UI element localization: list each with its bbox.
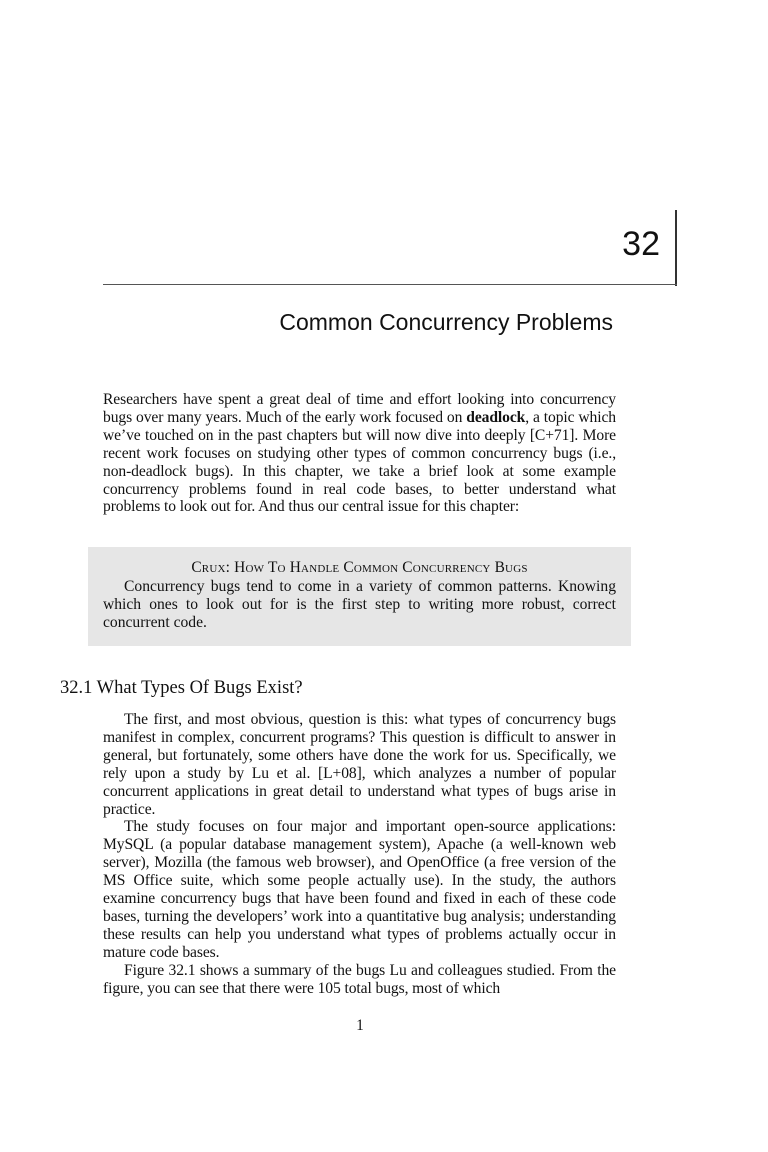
intro-bold-term: deadlock [466, 408, 526, 426]
page-number: 1 [356, 1017, 364, 1034]
intro-paragraph [103, 391, 616, 516]
chapter-title: Common Concurrency Problems [279, 309, 613, 335]
intro-text-before: Researchers have spent a great deal of time and effort looking into concurrency bugs over many years. Much of the early work focused on [103, 391, 616, 426]
chapter-horizontal-rule [103, 284, 677, 285]
intro-text-after: , a topic which we’ve touched on in the past chapters but will now dive into deeply [C+71]. More recent work focuses on studying other types of common concurrency bugs (i.e., non-deadlock bugs). In this chapter, we take a brief look at some example concurrency problems found in real code bases, to better understand what problems to look out for. And thus our central issue for this chapter: [103, 408, 616, 516]
section-paragraph-1: The first, and most obvious, question is this: what types of concurrency bugs manifest in complex, concurrent programs? This question is difficult to answer in general, but fortunately, some others have done the work for us. Specifically, we rely upon a study by Lu et al. [L+08], which analyzes a number of popular concurrent applications in great detail to understand what types of bugs arise in practice. [103, 711, 616, 818]
section-heading: 32.1 What Types Of Bugs Exist? [60, 678, 303, 698]
section-body [103, 711, 616, 998]
crux-title: Crux: How To Handle Common Concurrency Bugs [191, 559, 528, 576]
crux-box [88, 547, 631, 646]
crux-body: Concurrency bugs tend to come in a variety of common patterns. Knowing which ones to look out for is the first step to writing more robust, correct concurrent code. [103, 578, 616, 631]
section-paragraph-3: Figure 32.1 shows a summary of the bugs Lu and colleagues studied. From the figure, you can see that there were 105 total bugs, most of which [103, 961, 616, 997]
chapter-vertical-rule [675, 210, 677, 286]
chapter-number: 32 [622, 225, 660, 263]
section-paragraph-2: The study focuses on four major and important open-source applications: MySQL (a popular database management system), Apache (a well-known web server), Mozilla (the famous web browser), and OpenOffice (a free version of the MS Office suite, which some people actually use). In the study, the authors examine concurrency bugs that have been found and fixed in each of these code bases, turning the developers’ work into a quantitative bug analysis; understanding these results can help you understand what types of problems actually occur in mature code bases. [103, 818, 616, 961]
